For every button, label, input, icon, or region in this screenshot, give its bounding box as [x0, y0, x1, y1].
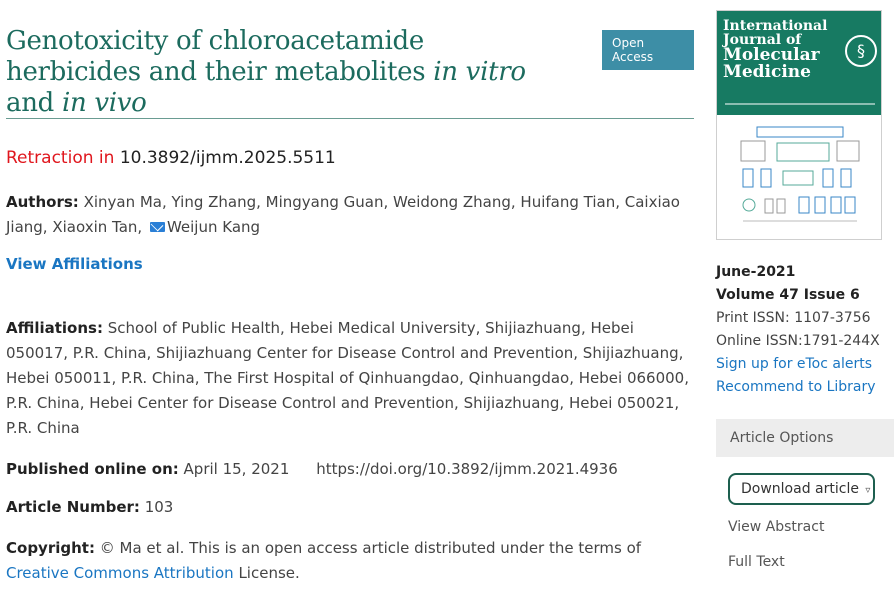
view-affiliations-link[interactable]: View Affiliations: [6, 255, 143, 273]
online-issn: Online ISSN:1791-244X: [716, 333, 880, 349]
open-access-badge: Open Access: [602, 30, 694, 70]
cover-title-line: Journal of: [723, 32, 802, 48]
title-text: Genotoxicity of chloroacetamide herbicides and their metabolites: [6, 26, 434, 87]
published-label: Published online on:: [6, 460, 179, 478]
cover-journal-title: [723, 19, 833, 81]
affiliations-label: Affiliations:: [6, 319, 103, 337]
title-italic-in-vitro: in vitro: [433, 57, 526, 87]
article-number-label: Article Number:: [6, 498, 140, 516]
retraction-doi-link[interactable]: 10.3892/ijmm.2025.5511: [119, 148, 336, 168]
published-date: April 15, 2021: [183, 460, 290, 478]
cover-subtitle-line: [725, 103, 875, 105]
issue-info: [716, 261, 880, 399]
license-suffix: License.: [238, 564, 300, 582]
retraction-notice: [6, 148, 336, 168]
title-row: [6, 26, 694, 119]
download-article-button[interactable]: [728, 473, 875, 505]
affiliations-text: School of Public Health, Hebei Medical University, Shijiazhuang, Hebei 050017, P.R. China, Shijiazhuang Center for Disease Control and Prevention, Shijiazhuang, Hebei 050011, P.R. China, The First Hospital of Qinhuangdao, Qinhuangdao, Hebei 066000, P.R. China, Hebei Center for Disease Control and Prevention, Shijiazhuang, Hebei 050021, P.R. China: [6, 319, 689, 437]
corresponding-author[interactable]: Weijun Kang: [166, 218, 261, 236]
doi-link[interactable]: https://doi.org/10.3892/ijmm.2021.4936: [316, 460, 618, 478]
cover-diagram: [737, 125, 863, 229]
published-line: [6, 460, 618, 478]
download-label: Download article: [741, 481, 859, 497]
authors-list: Xinyan Ma, Ying Zhang, Mingyang Guan, Weidong Zhang, Huifang Tian, Caixiao Jiang, Xiaoxin Tan,: [6, 193, 680, 236]
cover-title-line: Molecular: [723, 45, 820, 65]
chevron-down-icon: ▿: [865, 485, 871, 496]
cover-header: [717, 11, 881, 115]
cover-title-line: International: [723, 18, 828, 34]
article-number-line: [6, 498, 173, 516]
journal-cover[interactable]: [716, 10, 882, 240]
print-issn: Print ISSN: 1107-3756: [716, 310, 871, 326]
title-italic-in-vivo: in vivo: [61, 88, 147, 118]
title-divider: [6, 118, 694, 119]
volume-issue: Volume 47 Issue 6: [716, 287, 860, 303]
article-number: 103: [144, 498, 174, 516]
full-text-link[interactable]: Full Text: [728, 554, 785, 570]
copyright-block: [6, 536, 696, 586]
copyright-text: © Ma et al. This is an open access article distributed under the terms of: [99, 539, 642, 557]
copyright-label: Copyright:: [6, 539, 95, 557]
envelope-icon[interactable]: [150, 222, 165, 232]
authors-label: Authors:: [6, 193, 79, 211]
title-and: and: [6, 88, 62, 118]
affiliations-block: [6, 316, 696, 441]
retraction-label: Retraction in: [6, 148, 115, 168]
etoc-alerts-link[interactable]: Sign up for eToc alerts: [716, 356, 873, 372]
caduceus-logo-icon: §: [845, 35, 877, 67]
article-title: [6, 26, 566, 119]
cover-title-line: Medicine: [723, 62, 811, 82]
license-link[interactable]: Creative Commons Attribution: [6, 564, 234, 582]
view-abstract-link[interactable]: View Abstract: [728, 519, 825, 535]
article-options-heading: Article Options: [716, 419, 894, 457]
authors-block: [6, 190, 696, 240]
recommend-library-link[interactable]: Recommend to Library: [716, 379, 876, 395]
issue-date: June-2021: [716, 264, 796, 280]
